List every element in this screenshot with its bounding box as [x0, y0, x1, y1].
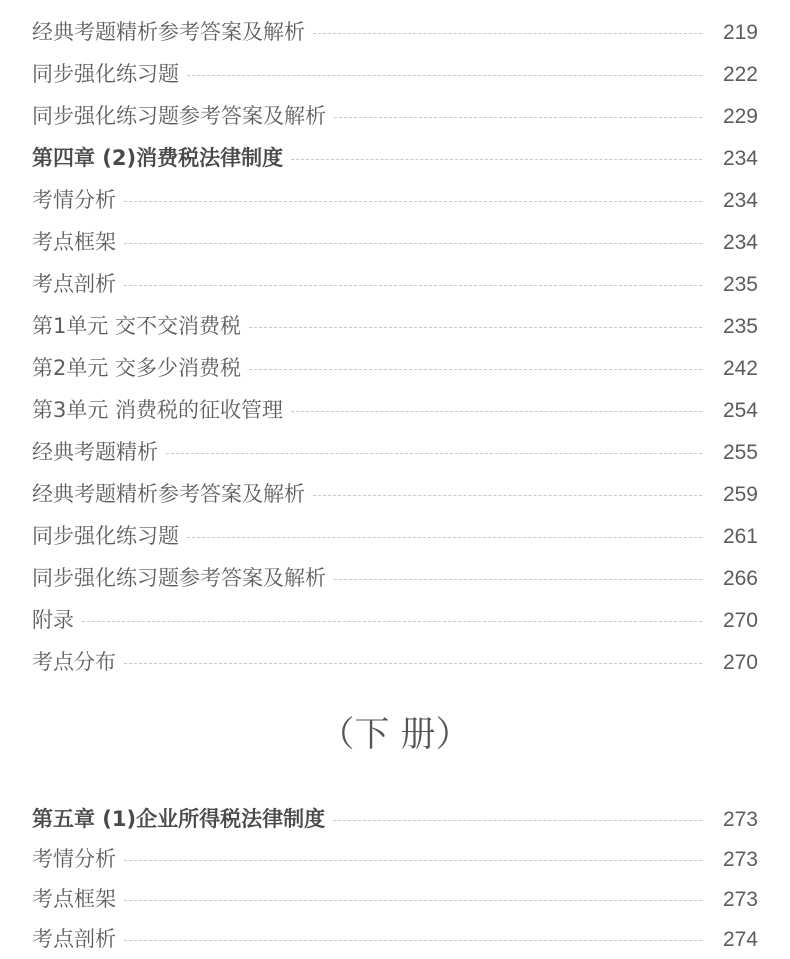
- toc-entry-title: 第2单元 交多少消费税: [32, 355, 242, 380]
- toc-entry-title: 经典考题精析参考答案及解析: [32, 19, 305, 44]
- toc-entry-page: 273: [722, 807, 758, 831]
- toc-entry-page: 266: [722, 566, 758, 590]
- toc-row: [32, 641, 758, 683]
- toc-entry-title: 考点剖析: [32, 926, 116, 951]
- toc-row: [32, 839, 758, 879]
- toc-entry-title: 考点框架: [32, 886, 116, 911]
- toc-entry-title: 考点剖析: [32, 271, 116, 296]
- toc-entry-title: 同步强化练习题: [32, 61, 179, 86]
- dotted-leader: [313, 495, 702, 496]
- toc-row: [32, 347, 758, 389]
- toc-list-upper-volume: [32, 11, 758, 683]
- toc-entry-title: 考点框架: [32, 229, 116, 254]
- toc-entry-title: 同步强化练习题参考答案及解析: [32, 103, 326, 128]
- toc-row: [32, 263, 758, 305]
- toc-entry-page: 234: [722, 146, 758, 170]
- toc-entry-page: 229: [722, 104, 758, 128]
- toc-row: [32, 53, 758, 95]
- dotted-leader: [124, 663, 702, 664]
- dotted-leader: [187, 75, 702, 76]
- toc-entry-title: 第3单元 消费税的征收管理: [32, 397, 284, 422]
- toc-entry-page: 273: [722, 887, 758, 911]
- toc-entry-page: 235: [722, 272, 758, 296]
- toc-list-lower-volume: [32, 799, 758, 959]
- dotted-leader: [291, 159, 702, 160]
- toc-entry-title: 考点分布: [32, 649, 116, 674]
- toc-row: [32, 11, 758, 53]
- dotted-leader: [249, 369, 702, 370]
- toc-row: [32, 473, 758, 515]
- dotted-leader: [124, 243, 702, 244]
- toc-entry-page: 235: [722, 314, 758, 338]
- toc-entry-page: 234: [722, 188, 758, 212]
- volume-heading: （下 册）: [319, 714, 471, 755]
- dotted-leader: [334, 117, 702, 118]
- dotted-leader: [124, 201, 702, 202]
- toc-row: [32, 179, 758, 221]
- toc-entry-page: 254: [722, 398, 758, 422]
- toc-row: [32, 879, 758, 919]
- toc-row: [32, 515, 758, 557]
- toc-row: [32, 389, 758, 431]
- dotted-leader: [187, 537, 702, 538]
- toc-entry-title: 同步强化练习题参考答案及解析: [32, 565, 326, 590]
- toc-entry-title: 附录: [32, 607, 74, 632]
- toc-entry-page: 234: [722, 230, 758, 254]
- toc-entry-page: 259: [722, 482, 758, 506]
- dotted-leader: [334, 579, 702, 580]
- toc-entry-title: 同步强化练习题: [32, 523, 179, 548]
- volume-heading-section: [0, 683, 790, 787]
- dotted-leader: [124, 940, 702, 941]
- toc-entry-title: 经典考题精析: [32, 439, 158, 464]
- dotted-leader: [333, 820, 702, 821]
- toc-entry-page: 222: [722, 62, 758, 86]
- toc-row: [32, 919, 758, 959]
- dotted-leader: [291, 411, 702, 412]
- toc-row-chapter: [32, 137, 758, 179]
- toc-row: [32, 557, 758, 599]
- dotted-leader: [124, 860, 702, 861]
- dotted-leader: [82, 621, 702, 622]
- toc-entry-page: 274: [722, 927, 758, 951]
- toc-entry-page: 242: [722, 356, 758, 380]
- toc-entry-page: 261: [722, 524, 758, 548]
- toc-row: [32, 305, 758, 347]
- toc-row: [32, 95, 758, 137]
- toc-entry-page: 270: [722, 650, 758, 674]
- toc-entry-page: 255: [722, 440, 758, 464]
- toc-entry-page: 273: [722, 847, 758, 871]
- toc-row: [32, 221, 758, 263]
- toc-entry-title: 经典考题精析参考答案及解析: [32, 481, 305, 506]
- toc-row: [32, 431, 758, 473]
- dotted-leader: [313, 33, 702, 34]
- toc-row: [32, 599, 758, 641]
- dotted-leader: [124, 285, 702, 286]
- toc-chapter-title: 第四章 (2)消费税法律制度: [32, 145, 284, 170]
- toc-entry-title: 考情分析: [32, 187, 116, 212]
- dotted-leader: [249, 327, 702, 328]
- toc-row-chapter: [32, 799, 758, 839]
- toc-chapter-title: 第五章 (1)企业所得税法律制度: [32, 806, 326, 831]
- toc-entry-page: 270: [722, 608, 758, 632]
- toc-entry-page: 219: [722, 20, 758, 44]
- toc-entry-title: 第1单元 交不交消费税: [32, 313, 242, 338]
- dotted-leader: [124, 900, 702, 901]
- dotted-leader: [166, 453, 702, 454]
- toc-entry-title: 考情分析: [32, 846, 116, 871]
